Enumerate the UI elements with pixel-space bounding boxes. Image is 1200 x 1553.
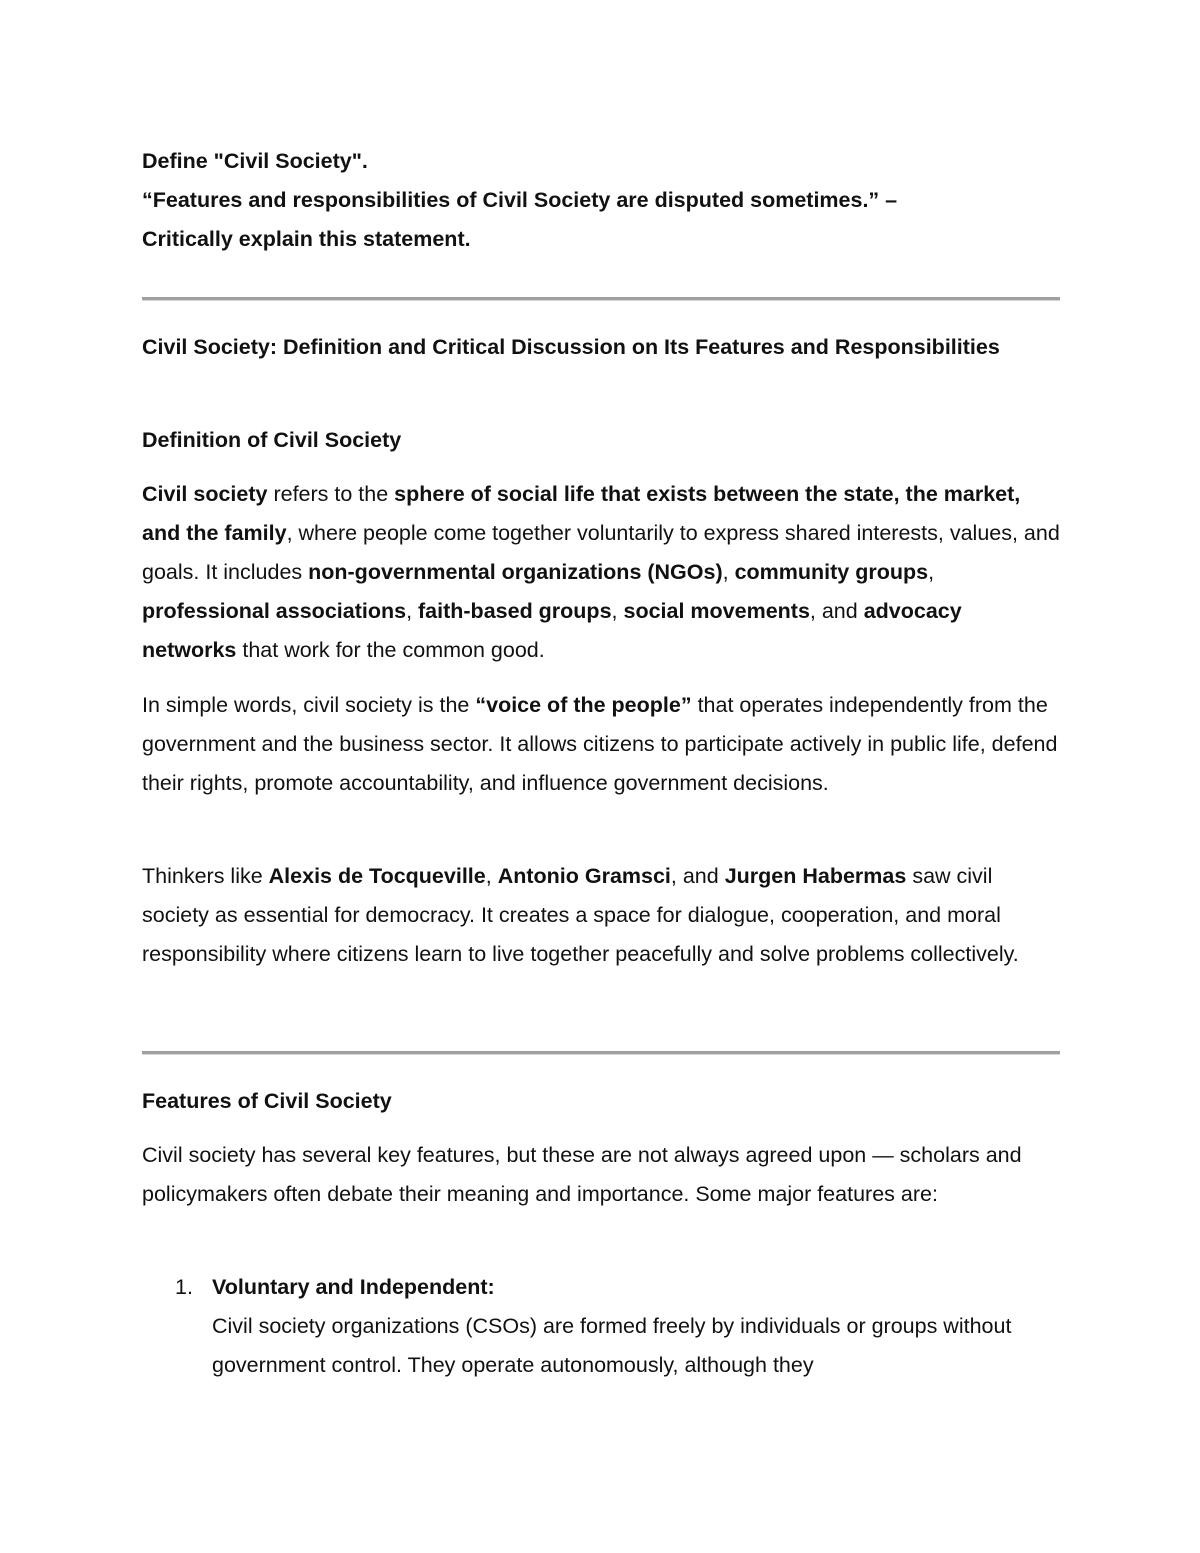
horizontal-rule	[142, 297, 1060, 301]
text-run: saw civil society as essential for democracy. It creates a space for dialogue, cooperation, and moral responsibility where citizens learn to live together peacefully and solve problems collectively.	[142, 864, 1019, 966]
bold-text-run: Civil society	[142, 482, 268, 506]
text-run: , and	[809, 599, 864, 623]
text-run: ,	[722, 560, 735, 584]
bold-text-run: Jurgen Habermas	[724, 864, 907, 888]
text-run: , and	[670, 864, 725, 888]
bold-text-run: sphere of social life that exists between the state, the market, and the family	[142, 482, 1021, 545]
question-line-3: Critically explain this statement.	[142, 227, 471, 251]
text-run: ,	[611, 599, 624, 623]
features-heading: Features of Civil Society	[142, 1089, 392, 1113]
bold-text-run: Alexis de Tocqueville	[268, 864, 486, 888]
bold-text-run: non-governmental organizations (NGOs)	[308, 560, 723, 584]
bold-text-run: faith-based groups	[418, 599, 612, 623]
text-run: In simple words, civil society is the	[142, 693, 476, 717]
definition-paragraph-3	[142, 857, 1060, 974]
question-line-1: Define "Civil Society".	[142, 149, 368, 173]
list-item	[142, 1268, 1060, 1385]
bold-text-run: professional associations	[142, 599, 407, 623]
text-run: refers to the	[267, 482, 395, 506]
text-run: that work for the common good.	[236, 638, 545, 662]
text-run: ,	[406, 599, 419, 623]
text-run: ,	[928, 560, 935, 584]
definition-paragraph-1	[142, 475, 1060, 670]
list-item-number: 1.	[175, 1275, 193, 1299]
list-item-title: Voluntary and Independent:	[212, 1275, 495, 1299]
question-line-2: “Features and responsibilities of Civil Society are disputed sometimes.” –	[142, 188, 898, 212]
bold-text-run: community groups	[734, 560, 929, 584]
bold-text-run: advocacy networks	[142, 599, 962, 662]
bold-text-run: Antonio Gramsci	[497, 864, 671, 888]
list-item-text: Civil society organizations (CSOs) are formed freely by individuals or groups without government control. They operate autonomously, although they	[212, 1314, 1012, 1377]
document-page	[142, 0, 1060, 1553]
question-block	[142, 142, 1060, 259]
features-intro: Civil society has several key features, but these are not always agreed upon — scholars and policymakers often debate their meaning and importance. Some major features are:	[142, 1143, 1022, 1206]
bold-text-run: social movements	[623, 599, 810, 623]
text-run: Thinkers like	[142, 864, 269, 888]
definition-heading: Definition of Civil Society	[142, 428, 402, 452]
bold-text-run: “voice of the people”	[475, 693, 692, 717]
features-list	[142, 1268, 1060, 1385]
text-run: that operates independently from the government and the business sector. It allows citizens to participate actively in public life, defend their rights, promote accountability, and influence government decisions.	[142, 693, 1058, 795]
horizontal-rule	[142, 1051, 1060, 1055]
text-run: , where people come together voluntarily to express shared interests, values, and goals. It includes	[142, 521, 1060, 584]
main-title: Civil Society: Definition and Critical Discussion on Its Features and Responsibilities	[142, 335, 1000, 359]
text-run: ,	[485, 864, 498, 888]
definition-paragraph-2	[142, 686, 1060, 803]
